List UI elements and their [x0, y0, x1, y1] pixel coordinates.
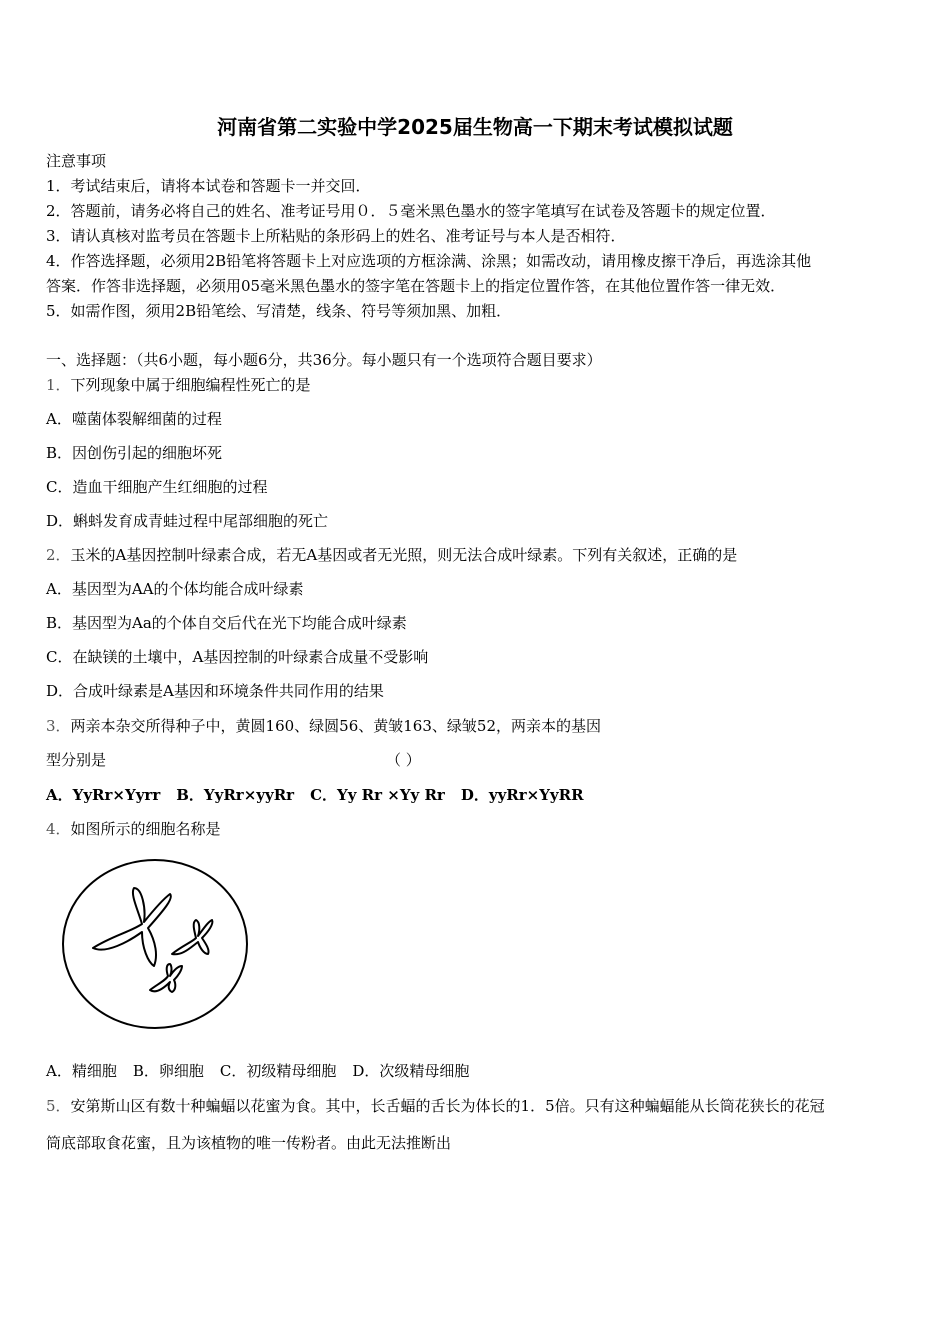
question-4	[46, 819, 221, 839]
question-number: 4．	[46, 820, 71, 838]
q2-option-d: D．合成叶绿素是A基因和环境条件共同作用的结果	[46, 682, 384, 700]
question-stem-cont: 型分别是	[46, 751, 107, 769]
q3-option-a: A．YyRr×Yyrr	[46, 786, 161, 804]
large-chromosome-pair	[93, 888, 171, 966]
q3-option-d: D．yyRr×YyRR	[460, 786, 584, 804]
q3-options	[46, 785, 584, 805]
q2-option-b: B．基因型为Aa的个体自交后代在光下均能合成叶绿素	[46, 614, 407, 632]
notice-heading: 注意事项	[46, 152, 107, 170]
q3-option-c: C．Yy Rr ×Yy Rr	[310, 786, 445, 804]
q2-option-c: C．在缺镁的土壤中，A基因控制的叶绿素合成量不受影响	[46, 648, 429, 666]
page-title: 河南省第二实验中学2025届生物高一下期末考试模拟试题	[217, 115, 733, 139]
question-2	[46, 545, 737, 565]
question-number: 3．	[46, 717, 71, 735]
answer-bracket: （ ）	[386, 751, 421, 769]
q4-option-c: C．初级精母细胞	[219, 1062, 337, 1080]
question-1	[46, 375, 311, 395]
notice-item-3: 3．请认真核对监考员在答题卡上所粘贴的条形码上的姓名、准考证号与本人是否相符．	[46, 227, 626, 245]
question-stem: 安第斯山区有数十种蝙蝠以花蜜为食。其中，长舌蝠的舌长为体长的1．5倍。只有这种蝙蝠能从长筒花狭长的花冠	[70, 1097, 825, 1115]
q2-option-a: A．基因型为AA的个体均能合成叶绿素	[46, 580, 304, 598]
notice-item-1: 1．考试结束后，请将本试卷和答题卡一并交回．	[46, 177, 371, 195]
question-stem: 两亲本杂交所得种子中，黄圆160、绿圆56、黄皱163、绿皱52，两亲本的基因	[70, 717, 601, 735]
medium-chromosome-pair	[172, 920, 212, 954]
question-number: 1．	[46, 376, 71, 394]
question-stem: 下列现象中属于细胞编程性死亡的是	[70, 376, 311, 394]
q1-option-d: D．蝌蚪发育成青蛙过程中尾部细胞的死亡	[46, 512, 329, 530]
q4-option-a: A．精细胞	[46, 1062, 117, 1080]
question-number: 5．	[46, 1097, 71, 1115]
cell-diagram	[60, 858, 256, 1036]
q1-option-c: C．造血干细胞产生红细胞的过程	[46, 478, 268, 496]
q4-option-b: B．卵细胞	[132, 1062, 204, 1080]
notice-item-2: 2．答题前，请务必将自己的姓名、准考证号用０．５毫米黑色墨水的签字笔填写在试卷及答题卡的规定位置．	[46, 202, 776, 220]
question-number: 2．	[46, 546, 71, 564]
q4-options	[46, 1061, 469, 1081]
question-5	[46, 1096, 825, 1116]
q4-option-d: D．次级精母细胞	[352, 1062, 470, 1080]
q1-option-b: B．因创伤引起的细胞坏死	[46, 444, 223, 462]
question-3-cont	[46, 750, 421, 770]
question-stem: 如图所示的细胞名称是	[70, 820, 221, 838]
question-stem: 玉米的A基因控制叶绿素合成，若无A基因或者无光照，则无法合成叶绿素。下列有关叙述，正确的是	[70, 546, 738, 564]
question-5-cont: 筒底部取食花蜜，且为该植物的唯一传粉者。由此无法推断出	[46, 1134, 452, 1152]
notice-item-4: 4．作答选择题，必须用2B铅笔将答题卡上对应选项的方框涂满、涂黑；如需改动，请用橡皮擦干净后，再选涂其他	[46, 252, 812, 270]
q1-option-a: A．噬菌体裂解细菌的过程	[46, 410, 222, 428]
question-3	[46, 716, 601, 736]
section-heading: 一、选择题：（共6小题，每小题6分，共36分。每小题只有一个选项符合题目要求）	[46, 351, 602, 369]
notice-item-5: 5．如需作图，须用2B铅笔绘、写清楚，线条、符号等须加黑、加粗．	[46, 302, 512, 320]
q3-option-b: B．YyRr×yyRr	[176, 786, 295, 804]
small-chromosome-pair	[150, 964, 182, 992]
notice-item-4-cont: 答案．作答非选择题，必须用05毫米黑色墨水的签字笔在答题卡上的指定位置作答，在其他位置作答一律无效．	[46, 277, 786, 295]
